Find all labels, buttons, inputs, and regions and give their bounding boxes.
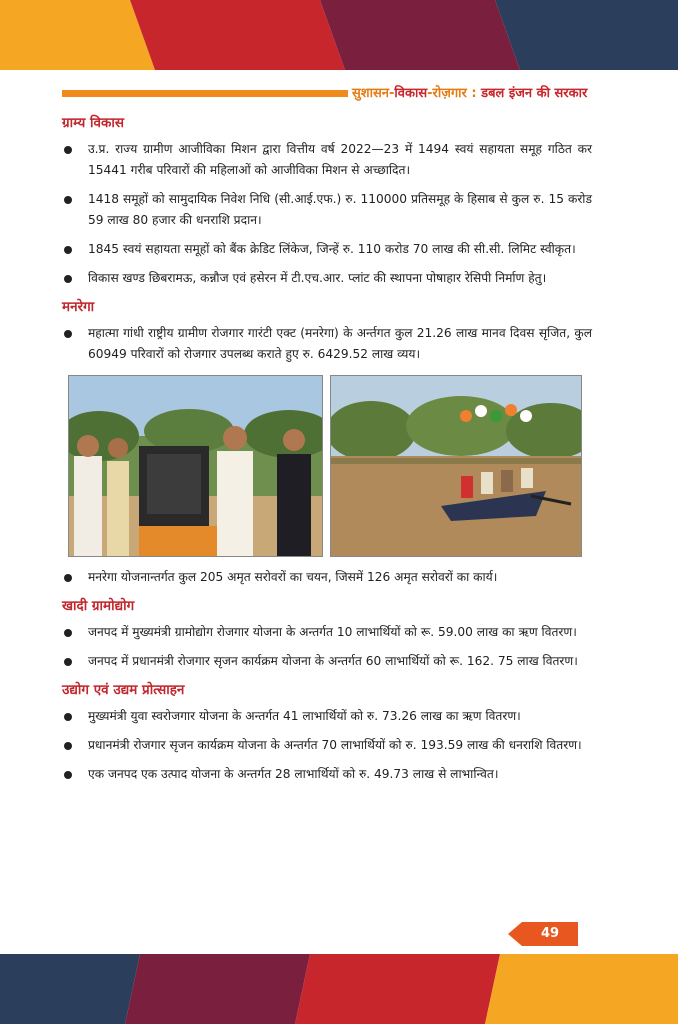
bullet-list [62, 323, 592, 365]
bottom-color-band [0, 954, 678, 1024]
list-item: 1845 स्वयं सहायता समूहों को बैंक क्रेडिट लिंकेज, जिन्हें रु. 110 करोड 70 लाख की सी.सी. लिमिट स्वीकृत। [62, 239, 592, 260]
list-item: जनपद में प्रधानमंत्री रोजगार सृजन कार्यक्रम योजना के अन्तर्गत 60 लाभार्थियों को रू. 162. 75 लाख वितरण। [62, 651, 592, 672]
bullet-list [62, 706, 592, 785]
section-heading-khadi: खादी ग्रामोद्योग [62, 598, 135, 614]
page-content [62, 113, 592, 793]
header-part-2: विकास [394, 86, 428, 101]
list-item: प्रधानमंत्री रोजगार सृजन कार्यक्रम योजना के अन्तर्गत 70 लाभार्थियों को रु. 193.59 लाख की धनराशि वितरण। [62, 735, 592, 756]
photo-row [66, 375, 592, 561]
photo-boat-on-pond [330, 375, 582, 557]
list-item: महात्मा गांधी राष्ट्रीय ग्रामीण रोजगार गारंटी एक्ट (मनरेगा) के अर्न्तगत कुल 21.26 लाख मानव दिवस सृजित, कुल 60949 परिवारों को रोजगार उपलब्ध कराते हुए रु. 6429.52 लाख व्यय। [62, 323, 592, 365]
bullet-list [62, 622, 592, 672]
list-item: उ.प्र. राज्य ग्रामीण आजीविका मिशन द्वारा वित्तीय वर्ष 2022—23 में 1494 स्वयं सहायता समूह गठित कर 15441 गरीब परिवारों की महिलाओं को आजीविका मिशन से अच्छादित। [62, 139, 592, 181]
header-part-4: डबल इंजन की सरकार [481, 86, 588, 101]
list-item: विकास खण्ड छिबरामऊ, कन्नौज एवं हसेरन में टी.एच.आर. प्लांट की स्थापना पोषाहार रेसिपी निर्माण हेतु। [62, 268, 592, 289]
list-item: 1418 समूहों को सामुदायिक निवेश निधि (सी.आई.एफ.) रु. 110000 प्रतिसमूह के हिसाब से कुल रु. 15 करोड 59 लाख 80 हजार की धनराशि प्रदान। [62, 189, 592, 231]
header-part-1: सुशासन- [352, 86, 395, 101]
section-heading-manrega: मनरेगा [62, 299, 95, 315]
running-header [352, 83, 587, 101]
list-item: एक जनपद एक उत्पाद योजना के अन्तर्गत 28 लाभार्थियों को रु. 49.73 लाख से लाभान्वित। [62, 764, 592, 785]
photo-inauguration [68, 375, 323, 557]
section-heading-udyog: उद्योग एवं उद्यम प्रोत्साहन [62, 682, 185, 698]
bullet-list [62, 139, 592, 289]
bullet-list [62, 567, 592, 588]
header-part-3: -रोज़गार : [427, 86, 482, 101]
list-item: मनरेगा योजनान्तर्गत कुल 205 अमृत सरोवरों का चयन, जिसमें 126 अमृत सरोवरों का कार्य। [62, 567, 592, 588]
top-color-band [0, 0, 678, 70]
list-item: जनपद में मुख्यमंत्री ग्रामोद्योग रोजगार योजना के अन्तर्गत 10 लाभार्थियों को रू. 59.00 लाख का ऋण वितरण। [62, 622, 592, 643]
header-rule [62, 90, 348, 97]
page-number: 49 [522, 922, 578, 946]
section-heading-gramya-vikas: ग्राम्य विकास [62, 115, 125, 131]
list-item: मुख्यमंत्री युवा स्वरोजगार योजना के अन्तर्गत 41 लाभार्थियों को रु. 73.26 लाख का ऋण वितरण। [62, 706, 592, 727]
